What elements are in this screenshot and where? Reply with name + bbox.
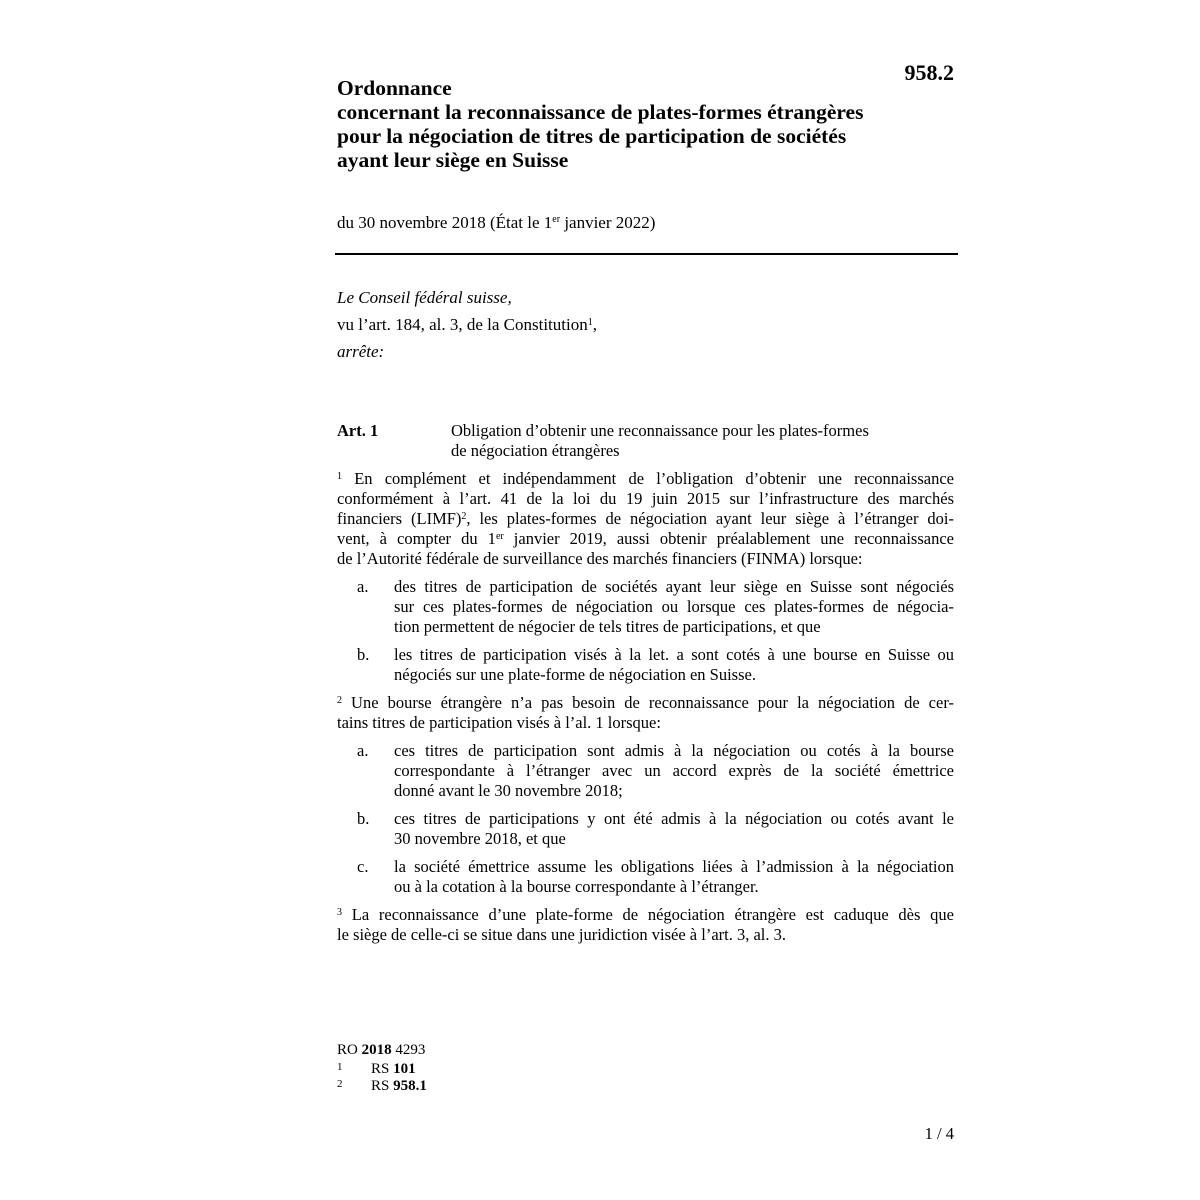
paragraph-line: de l’Autorité fédérale de surveillance des marchés financiers (FINMA) lorsque:	[337, 549, 863, 568]
title-line: pour la négociation de titres de participation de sociétés	[337, 124, 847, 148]
paragraph-2	[337, 693, 954, 733]
article-heading	[337, 421, 954, 461]
title-line: Ordonnance	[337, 76, 452, 100]
item-line: des titres de participation de sociétés ayant leur siège en Suisse sont négociés	[394, 577, 954, 596]
item-line: négociés sur une plate-forme de négociation en Suisse.	[394, 665, 756, 684]
document-date	[337, 212, 655, 234]
item-line: ces titres de participation sont admis à la négociation ou cotés à la bourse	[394, 741, 954, 760]
article-number: Art. 1	[337, 421, 379, 440]
line-text: La reconnaissance d’une plate-forme de négociation étrangère est caduque dès que	[342, 905, 954, 924]
paragraph-line	[337, 905, 954, 925]
item-line: 30 novembre 2018, et que	[394, 829, 566, 848]
item-line: ces titres de participations y ont été admis à la négociation ou cotés avant le	[394, 809, 954, 828]
preamble	[337, 284, 597, 365]
list-item	[337, 645, 954, 685]
item-line: sur ces plates-formes de négociation ou lorsque ces plates-formes de négocia-	[394, 597, 954, 616]
item-line: les titres de participation visés à la let. a sont cotés à une bourse en Suisse ou	[394, 645, 954, 664]
ro-year: 2018	[361, 1042, 392, 1058]
page-number: 1 / 4	[924, 1124, 954, 1143]
list-item	[337, 577, 954, 637]
ro-prefix: RO	[337, 1042, 362, 1058]
preamble-decree: arrête:	[337, 342, 385, 361]
line-text: , les plates-formes de négociation ayant leur siège à l’étranger doi-	[466, 509, 954, 528]
paragraph-line	[337, 693, 954, 713]
item-letter: c.	[357, 857, 369, 876]
footnote	[337, 1061, 427, 1078]
paragraph-marker: 2	[337, 695, 342, 706]
footnote-prefix: RS	[371, 1078, 394, 1094]
document-title	[337, 76, 977, 172]
item-text	[394, 577, 954, 637]
paragraph-line	[337, 529, 954, 549]
item-letter: b.	[357, 645, 370, 664]
paragraph-1	[337, 469, 954, 569]
item-line: la société émettrice assume les obligations liées à l’admission à la négociation	[394, 857, 954, 876]
title-divider	[335, 253, 958, 255]
item-text	[394, 645, 954, 685]
ro-page: 4293	[391, 1042, 426, 1058]
footnote	[337, 1078, 427, 1095]
ordinal-sup: er	[495, 531, 504, 542]
footnote-ref-1: 1	[587, 317, 593, 328]
list-item	[337, 857, 954, 897]
item-line: tion permettent de négocier de tels titres de participations, et que	[394, 617, 821, 636]
paragraph-line: conformément à l’art. 41 de la loi du 19 juin 2015 sur l’infrastructure des marchés	[337, 489, 954, 508]
footnote-ref: 958.1	[393, 1078, 427, 1094]
footnote-ref: 101	[393, 1061, 416, 1077]
line-text: vent, à compter du 1	[337, 529, 496, 548]
footnote-prefix: RS	[371, 1061, 394, 1077]
list-item	[337, 809, 954, 849]
legal-basis-end: ,	[592, 315, 597, 334]
title-line: concernant la reconnaissance de plates-formes étrangères	[337, 100, 864, 124]
footnote-ref-2: 2	[461, 511, 467, 522]
line-text: janvier 2019, aussi obtenir préalablement une reconnaissance	[503, 529, 954, 548]
date-sup: er	[552, 214, 561, 225]
date-prefix: du 30 novembre 2018 (État le 1	[337, 213, 553, 232]
paragraph-marker: 3	[337, 907, 342, 918]
list-item	[337, 741, 954, 801]
footnote-text	[371, 1061, 416, 1078]
ro-reference	[337, 1042, 427, 1059]
footnotes	[337, 1042, 427, 1095]
item-letter: a.	[357, 577, 369, 596]
item-text	[394, 857, 954, 897]
date-suffix: janvier 2022)	[560, 213, 656, 232]
legal-basis-text: vu l’art. 184, al. 3, de la Constitution	[337, 315, 588, 334]
item-letter: b.	[357, 809, 370, 828]
line-text: Une bourse étrangère n’a pas besoin de reconnaissance pour la négociation de cer-	[342, 693, 954, 712]
footnote-text	[371, 1078, 427, 1095]
paragraph-line	[337, 469, 954, 489]
item-text	[394, 809, 954, 849]
paragraph-3	[337, 905, 954, 945]
preamble-authority: Le Conseil fédéral suisse,	[337, 288, 512, 307]
paragraph-line: tains titres de participation visés à l’al. 1 lorsque:	[337, 713, 661, 732]
footnote-number: 1	[337, 1061, 343, 1073]
rs-number: 958.2	[904, 60, 954, 85]
line-text: financiers (LIMF)	[337, 509, 462, 528]
article-title	[451, 421, 869, 461]
item-line: donné avant le 30 novembre 2018;	[394, 781, 623, 800]
paragraph-marker: 1	[337, 471, 342, 482]
line-text: En complément et indépendamment de l’obligation d’obtenir une reconnaissance	[342, 469, 954, 488]
item-text	[394, 741, 954, 801]
article-title-line: Obligation d’obtenir une reconnaissance pour les plates-formes	[451, 421, 869, 440]
paragraph-line	[337, 509, 954, 529]
footnote-number: 2	[337, 1078, 343, 1090]
title-line: ayant leur siège en Suisse	[337, 148, 569, 172]
article-title-line: de négociation étrangères	[451, 441, 620, 460]
item-line: ou à la cotation à la bourse correspondante à l’étranger.	[394, 877, 759, 896]
article-1	[337, 421, 954, 953]
item-letter: a.	[357, 741, 369, 760]
paragraph-line: le siège de celle-ci se situe dans une juridiction visée à l’art. 3, al. 3.	[337, 925, 787, 944]
preamble-legal-basis	[337, 311, 597, 338]
item-line: correspondante à l’étranger avec un accord exprès de la société émettrice	[394, 761, 954, 780]
